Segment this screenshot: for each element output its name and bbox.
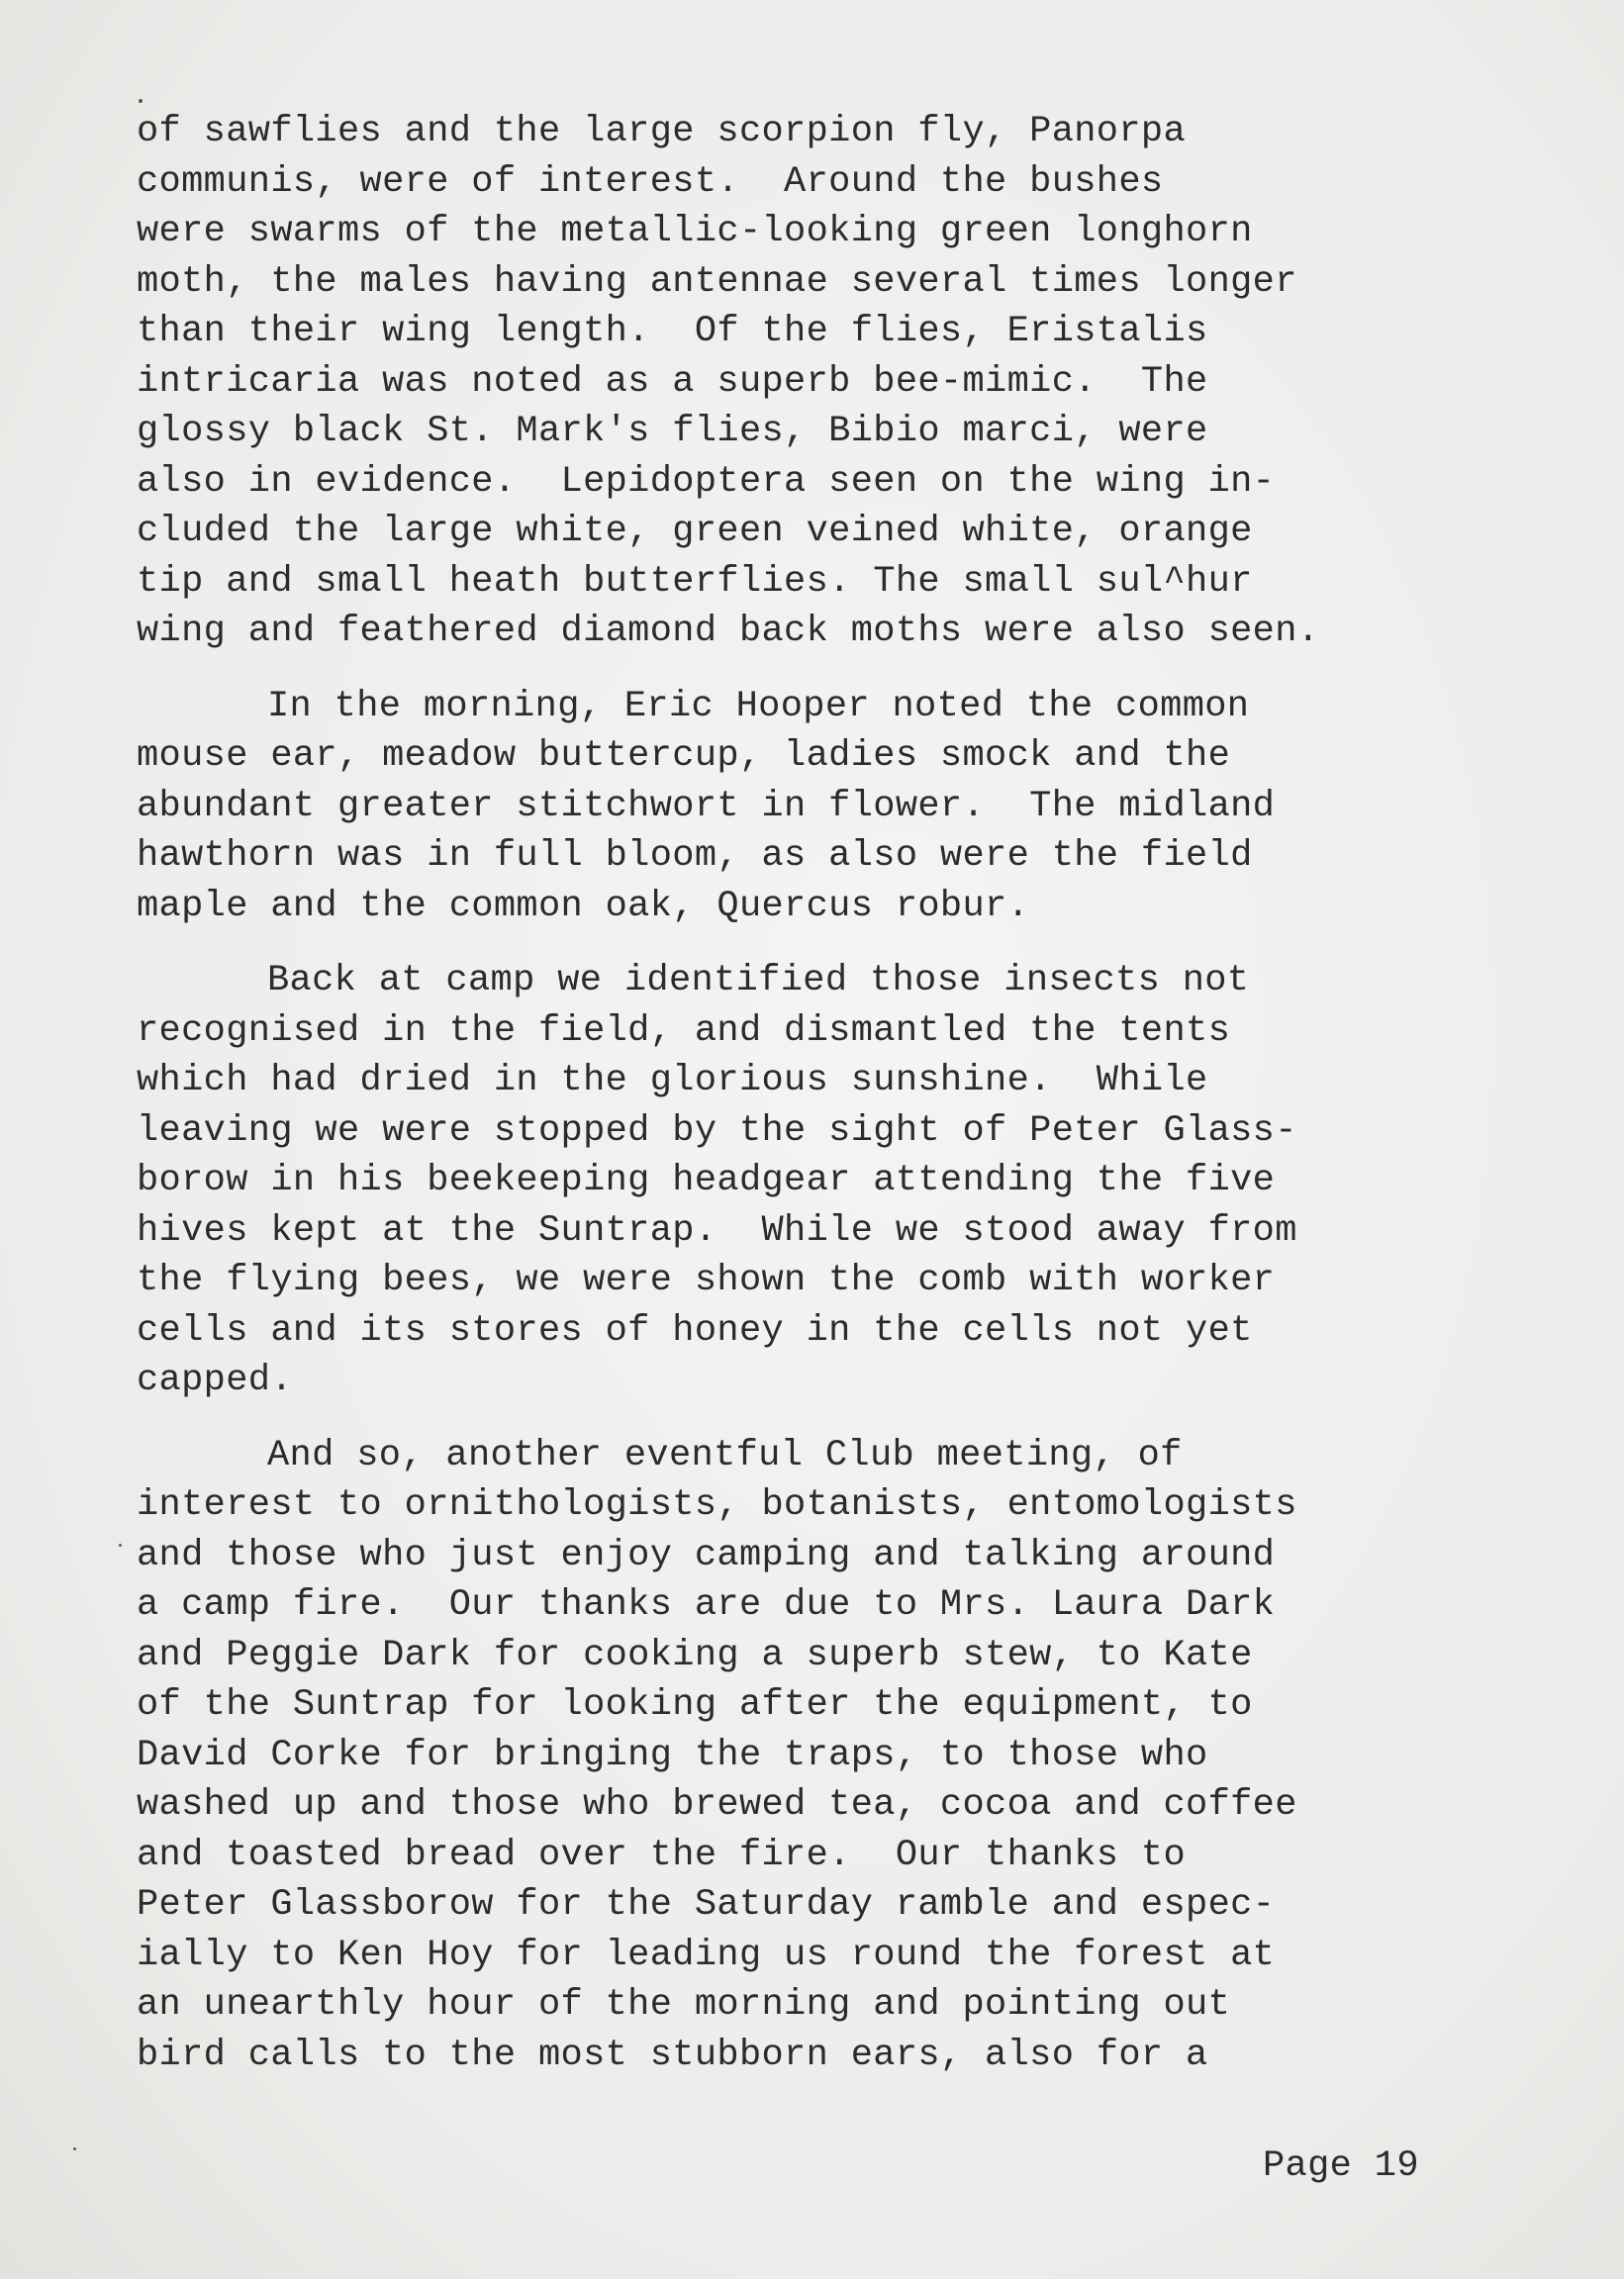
text-line: mouse ear, meadow buttercup, ladies smock and the	[137, 735, 1231, 777]
text-line: of sawflies and the large scorpion fly, Panorpa	[137, 111, 1187, 152]
text-line: borow in his beekeeping headgear attending the five	[137, 1160, 1276, 1201]
text-line: interest to ornithologists, botanists, entomologists	[137, 1484, 1297, 1526]
text-line: cells and its stores of honey in the cells not yet	[137, 1309, 1253, 1352]
text-line: David Corke for bringing the traps, to those who	[137, 1734, 1208, 1776]
text-line: Back at camp we identified those insects not	[267, 960, 1250, 1001]
text-line: glossy black St. Mark's flies, Bibio marci, were	[137, 411, 1208, 452]
text-line: recognised in the field, and dismantled the tents	[137, 1009, 1231, 1052]
paragraph	[137, 956, 1542, 1406]
text-line: hawthorn was in full bloom, as also were the field	[137, 835, 1253, 877]
text-line: were swarms of the metallic-looking green longhorn	[137, 211, 1253, 252]
text-line: which had dried in the glorious sunshine. While	[137, 1060, 1208, 1101]
paragraph	[137, 1431, 1542, 2081]
text-line: wing and feathered diamond back moths were also seen.	[137, 611, 1320, 652]
paragraph	[137, 682, 1542, 932]
text-line: And so, another eventful Club meeting, of	[267, 1434, 1183, 1476]
text-line: capped.	[137, 1360, 293, 1401]
text-line: and Peggie Dark for cooking a superb stew, to Kate	[137, 1634, 1253, 1676]
paragraph	[137, 107, 1542, 657]
text-line: and toasted bread over the fire. Our thanks to	[137, 1834, 1187, 1876]
text-line: abundant greater stitchwort in flower. The midland	[137, 785, 1276, 827]
text-line: an unearthly hour of the morning and pointing out	[137, 1984, 1231, 2026]
text-line: moth, the males having antennae several times longer	[137, 260, 1297, 303]
text-line: cluded the large white, green veined white, orange	[137, 511, 1253, 552]
text-line: tip and small heath butterflies. The small sul^hur	[137, 560, 1253, 603]
text-line: hives kept at the Suntrap. While we stood away from	[137, 1209, 1297, 1252]
text-line: communis, were of interest. Around the bushes	[137, 160, 1164, 203]
speck-mark	[139, 99, 143, 103]
text-line: and those who just enjoy camping and talking around	[137, 1534, 1276, 1576]
text-line: leaving we were stopped by the sight of Peter Glass-	[137, 1109, 1297, 1152]
text-line: than their wing length. Of the flies, Eristalis	[137, 311, 1208, 352]
text-line: of the Suntrap for looking after the equipment, to	[137, 1684, 1253, 1726]
typed-body-text	[137, 107, 1542, 2080]
text-line: In the morning, Eric Hooper noted the common	[267, 685, 1250, 727]
text-line: bird calls to the most stubborn ears, also for a	[137, 2034, 1208, 2076]
text-line: the flying bees, we were shown the comb with worker	[137, 1260, 1276, 1301]
text-line: also in evidence. Lepidoptera seen on the wing in-	[137, 460, 1276, 503]
text-line: a camp fire. Our thanks are due to Mrs. Laura Dark	[137, 1584, 1276, 1626]
text-line: washed up and those who brewed tea, cocoa and coffee	[137, 1784, 1297, 1826]
text-line: Peter Glassborow for the Saturday ramble and espec-	[137, 1884, 1276, 1926]
page-number: Page 19	[1263, 2145, 1419, 2187]
text-line: ially to Ken Hoy for leading us round the forest at	[137, 1934, 1276, 1976]
text-line: intricaria was noted as a superb bee-mimic. The	[137, 360, 1208, 403]
text-line: maple and the common oak, Quercus robur.	[137, 885, 1030, 927]
speck-mark	[73, 2147, 76, 2150]
speck-mark	[119, 1544, 122, 1547]
